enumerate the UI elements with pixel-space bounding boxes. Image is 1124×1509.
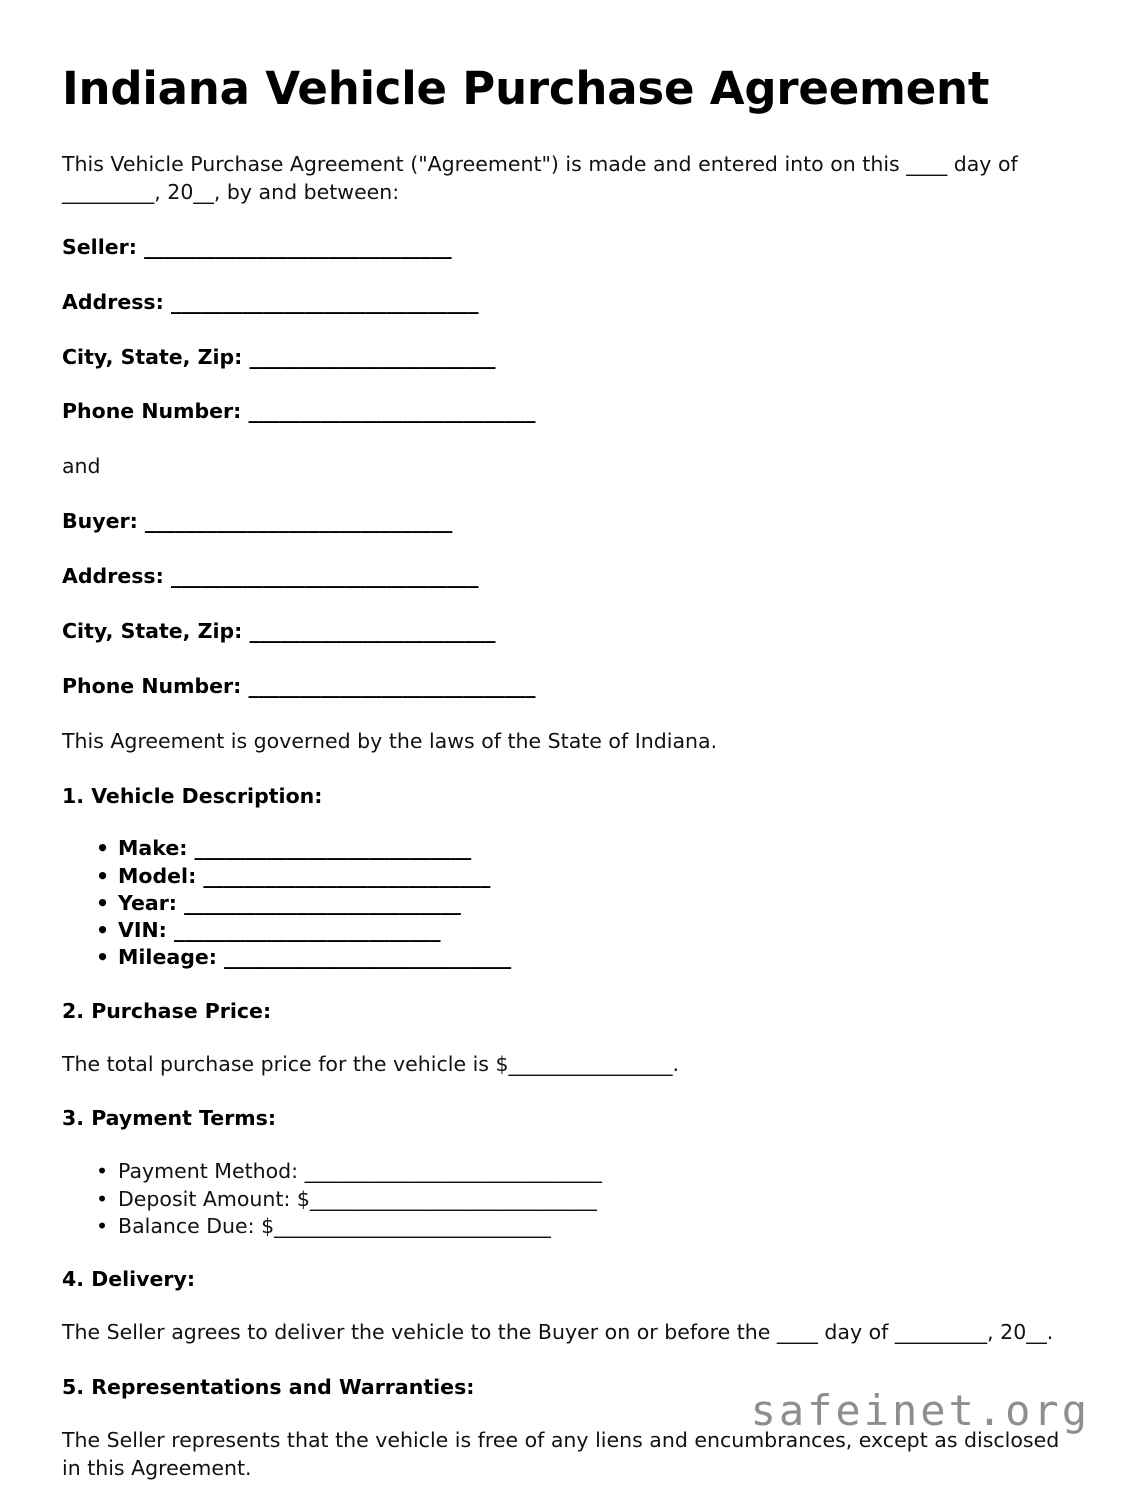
delivery-paragraph: The Seller agrees to deliver the vehicle to the Buyer on or before the ____ day of _________, 20__.	[62, 1319, 1054, 1344]
payment-terms-list	[62, 1158, 1062, 1240]
section-heading-purchase-price: 2. Purchase Price:	[62, 998, 272, 1023]
section-heading-vehicle-description: 1. Vehicle Description:	[62, 783, 323, 808]
governing-law-paragraph: This Agreement is governed by the laws of the State of Indiana.	[62, 728, 718, 753]
list-item-deposit-amount: • Deposit Amount: $____________________________	[96, 1186, 1062, 1213]
buyer-address-field: Address: ______________________________	[62, 564, 479, 589]
section-heading-payment-terms: 3. Payment Terms:	[62, 1106, 277, 1131]
watermark: safeinet.org	[750, 1386, 1090, 1435]
document-body	[62, 62, 1062, 1509]
intro-paragraph: This Vehicle Purchase Agreement ("Agreement") is made and entered into on this ____ day of _________, 20__, by and between:	[62, 152, 1018, 204]
section-heading-delivery: 4. Delivery:	[62, 1267, 196, 1292]
list-item-model: • Model: ____________________________	[96, 863, 1062, 890]
list-item-year: • Year: ___________________________	[96, 890, 1062, 917]
conjunction-and: and	[62, 454, 101, 479]
list-item-make: • Make: ___________________________	[96, 835, 1062, 862]
list-item-balance-due: • Balance Due: $___________________________	[96, 1213, 1062, 1240]
list-item-payment-method: • Payment Method: _____________________________	[96, 1158, 1062, 1185]
buyer-name-field: Buyer: ______________________________	[62, 509, 453, 534]
section-heading-representations-warranties: 5. Representations and Warranties:	[62, 1374, 475, 1399]
representations-paragraph: The Seller represents that the vehicle is free of any liens and encumbrances, except as disclosed in this Agreement.	[62, 1427, 1060, 1480]
purchase-price-paragraph: The total purchase price for the vehicle is $________________.	[62, 1051, 680, 1076]
buyer-city-state-zip-field: City, State, Zip: ________________________	[62, 618, 496, 643]
vehicle-description-list	[62, 835, 1062, 971]
list-item-vin: • VIN: __________________________	[96, 917, 1062, 944]
seller-address-field: Address: ______________________________	[62, 289, 479, 314]
seller-city-state-zip-field: City, State, Zip: ________________________	[62, 344, 496, 369]
seller-name-field: Seller: ______________________________	[62, 234, 452, 259]
list-item-mileage: • Mileage: ____________________________	[96, 944, 1062, 971]
seller-phone-field: Phone Number: ____________________________	[62, 399, 536, 424]
buyer-phone-field: Phone Number: ____________________________	[62, 673, 536, 698]
page-title: Indiana Vehicle Purchase Agreement	[62, 62, 990, 115]
